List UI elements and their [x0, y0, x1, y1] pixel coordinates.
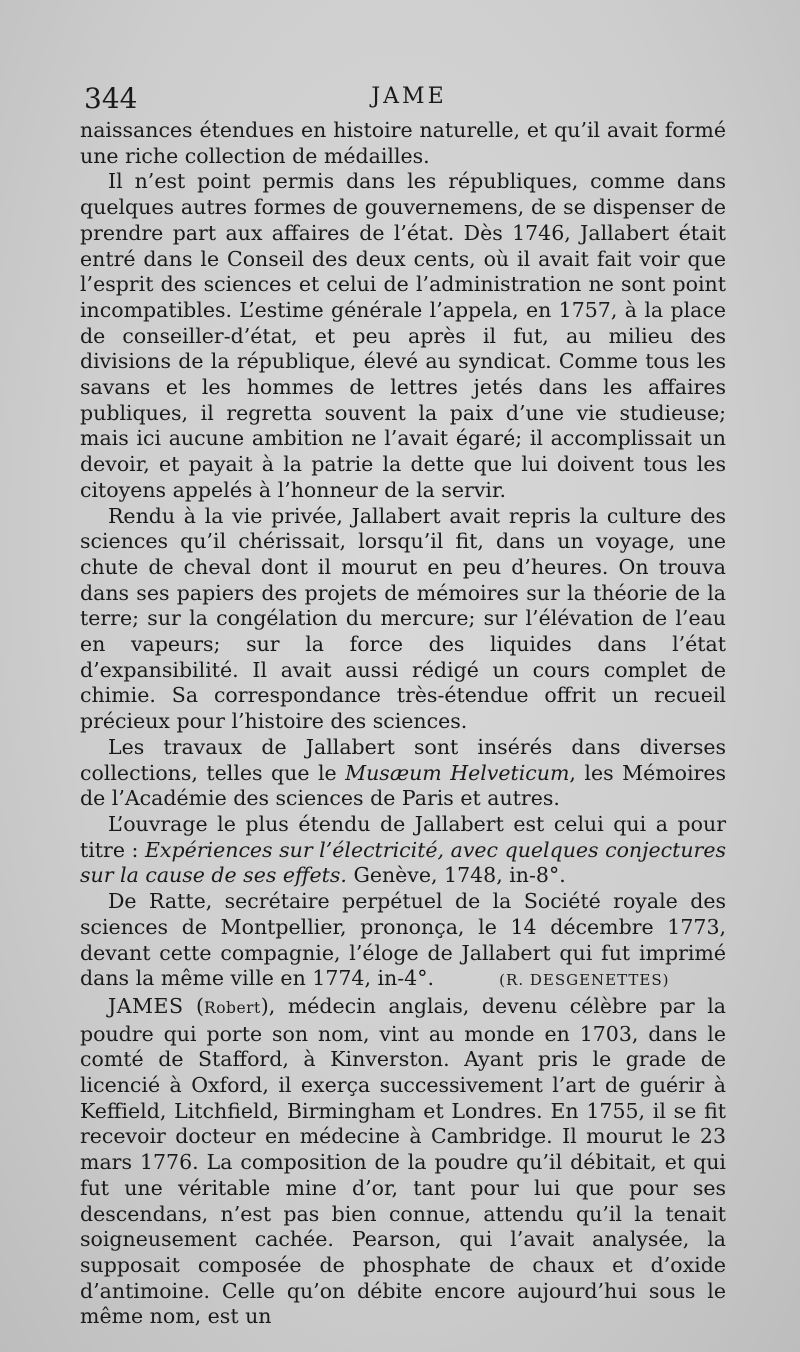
paragraph: Il n’est point permis dans les républiques, comme dans quelques autres formes de gouvernemens, de se dispenser de prendre part aux affaires de l’état. Dès 1746, Jallabert était entré dans le Conseil des deux cents, où il avait fait voir que l’esprit des sciences et celui de l’administration ne sont point incompatibles. L’estime générale l’appela, en 1757, à la place de conseiller-d’état, et peu après il fut, au milieu des divisions de la république, élevé au syndicat. Comme tous les savans et les hommes de lettres jetés dans les affaires publiques, il regretta souvent la paix d’une vie studieuse; mais ici aucune ambition ne l’avait égaré; il accomplissait un devoir, et payait à la patrie la dette que lui doivent tous les citoyens appelés à l’honneur de la servir.: [80, 169, 726, 502]
italic-title: Musæum Helveticum: [345, 760, 570, 785]
paragraph: [80, 735, 726, 812]
entry-name: JAMES: [108, 993, 184, 1018]
text-run: De Ratte, secrétaire perpétuel de la Société royale des sciences de Montpellier, prononça, le 14 décembre 1773, devant cette compagnie, l’éloge de Jallabert qui fut imprimé dans la même ville en 1774, in-4°.: [80, 889, 726, 991]
text-run: , les Mémoires de l’Académie des sciences de Paris et autres.: [80, 760, 726, 811]
paragraph: [80, 812, 726, 889]
entry-firstname: Robert: [204, 998, 261, 1017]
body-text: [80, 118, 726, 1330]
paragraph: Rendu à la vie privée, Jallabert avait repris la culture des sciences qu’il chérissait, lorsqu’il fit, dans un voyage, une chute de cheval dont il mourut en peu d’heures. On trouva dans ses papiers des projets de mémoires sur la théorie de la terre; sur la congélation du mercure; sur l’élévation de l’eau en vapeurs; sur la force des liquides dans l’état d’expansibilité. Il avait aussi rédigé un cours complet de chimie. Sa correspondance très-étendue offrit un recueil précieux pour l’histoire des sciences.: [80, 503, 726, 734]
text-run: médecin anglais, devenu célèbre par la poudre qui porte son nom, vint au monde en 1703, dans le comté de Stafford, à Kinverston. Ayant pris le grade de licencié à Oxford, il exerça successivement l’art de guérir à Keffield, Litchfield, Birmingham et Londres. En 1755, il se fit recevoir docteur en médecine à Cambridge. Il mourut le 23 mars 1776. La composition de la poudre qu’il débitait, et qui fut une véritable mine d’or, tant pour lui que pour ses descendans, n’est pas bien connue, attendu qu’il la tenait soigneusement cachée. Pearson, qui l’avait analysée, la supposait composée de phosphate de chaux et d’oxide d’antimoine. Celle qu’on débite encore aujourd’hui sous le même nom, est un: [80, 993, 727, 1329]
author-signature: (R. DESGENETTES): [499, 971, 670, 990]
running-head: JAME: [371, 84, 447, 109]
text-run: L’ouvrage le plus étendu de Jallabert est celui qui a pour titre :: [80, 811, 726, 862]
page-header: [84, 82, 734, 118]
paragraph: JAMES (Robert), médecin anglais, devenu célèbre par la poudre qui porte son nom, vint au monde en 1703, dans le comté de Stafford, à Kinverston. Ayant pris le grade de licencié à Oxford, il exerça successivement l’art de guérir à Keffield, Litchfield, Birmingham et Londres. En 1755, il se fit recevoir docteur en médecine à Cambridge. Il mourut le 23 mars 1776. La composition de la poudre qu’il débitait, et qui fut une véritable mine d’or, tant pour lui que pour ses descendans, n’est pas bien connue, attendu qu’il la tenait soigneusement cachée. Pearson, qui l’avait analysée, la supposait composée de phosphate de chaux et d’oxide d’antimoine. Celle qu’on débite encore aujourd’hui sous le même nom, est un: [80, 993, 727, 1329]
italic-title: Expériences sur l’électricité, avec quelques conjectures sur la cause de ses effets.: [80, 837, 726, 888]
text-run: Genève, 1748, in-8°.: [346, 863, 566, 888]
paragraph: [80, 889, 726, 994]
page-number: 344: [84, 82, 138, 115]
paragraph: naissances étendues en histoire naturelle, et qu’il avait formé une riche collection de médailles.: [80, 118, 726, 168]
text-run: Les travaux de Jallabert sont insérés dans diverses collections, telles que le: [80, 734, 726, 785]
